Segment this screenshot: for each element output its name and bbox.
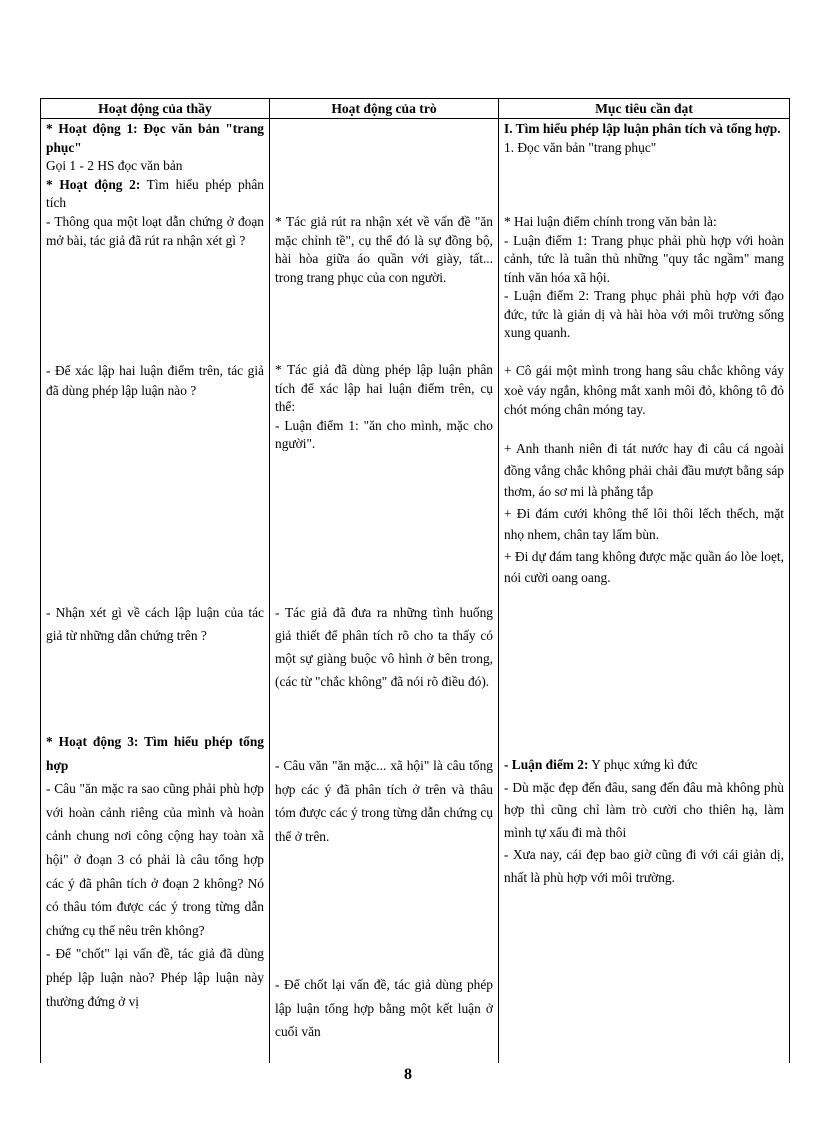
activity-1-title: * Hoạt động 1: Đọc văn bản "trang phục" — [46, 121, 264, 155]
page-number: 8 — [404, 1066, 412, 1083]
activity-2-text: Tìm hiểu phép phân tích — [46, 176, 264, 210]
goal-6: + Anh thanh niên đi tát nước hay đi câu cá ngoài đồng vắng chắc không phải chải đầu mượt bằng sáp thơm, áo sơ mi là phẳng tắp — [504, 441, 784, 499]
goal-8: + Đi dự đám tang không được mặc quần áo lòe loẹt, nói cười oang oang. — [504, 548, 784, 585]
student-answer-1: * Tác giả rút ra nhận xét về vấn đề "ăn mặc chỉnh tề", cụ thể đó là sự đồng bộ, hài hòa giữa áo quần với giày, tất... trong trang phục của con người. — [275, 214, 493, 285]
activity-1-text: Gọi 1 - 2 HS đọc văn bản — [46, 158, 183, 173]
teacher-column — [41, 119, 270, 1064]
goal-10: - Dù mặc đẹp đến đâu, sang đến đâu mà không phù hợp thì cũng chỉ làm trò cười cho thiên hạ, làm mình tự xấu đi mà thôi — [504, 779, 784, 840]
teacher-question-3: - Nhận xét gì về cách lập luận của tác giả từ những dẫn chứng trên ? — [46, 605, 264, 643]
header-student-activity: Hoạt động của trò — [270, 99, 499, 119]
goal-4: - Luận điểm 2: Trang phục phải phù hợp với đạo đức, tức là giản dị và hài hòa với môi trường sống xung quanh. — [504, 288, 784, 340]
goal-5: + Cô gái một mình trong hang sâu chắc không váy xoè váy ngắn, không mắt xanh môi đỏ, không tô đỏ chót móng chân móng tay. — [504, 363, 784, 417]
teacher-question-2: - Để xác lập hai luận điểm trên, tác giả đã dùng phép lập luận nào ? — [46, 363, 264, 398]
teacher-question-1: - Thông qua một loạt dẫn chứng ở đoạn mở bài, tác giả đã rút ra nhận xét gì ? — [46, 214, 264, 248]
student-answer-4: - Câu văn "ăn mặc... xã hội" là câu tổng hợp các ý đã phân tích ở trên và thâu tóm được các ý trong từng dẫn chứng cụ thể ở trên. — [275, 758, 493, 844]
header-teacher-activity: Hoạt động của thầy — [41, 99, 270, 119]
table-header-row — [41, 99, 790, 119]
activity-2-label: * Hoạt động 2: — [46, 176, 141, 192]
goals-section-title: I. Tìm hiểu phép lập luận phân tích và tổng hợp. — [504, 121, 781, 136]
activity-2-heading — [46, 176, 264, 213]
goal-2: * Hai luận điểm chính trong văn bản là: — [504, 214, 717, 229]
goal-7: + Đi đám cưới không thể lôi thôi lếch thếch, mặt nhọ nhem, chân tay lấm bùn. — [504, 505, 784, 542]
table-body-row — [41, 119, 790, 1064]
goal-3: - Luận điểm 1: Trang phục phải phù hợp với hoàn cảnh, tức là tuân thủ những "quy tắc ngầm" mang tính văn hóa xã hội. — [504, 232, 784, 285]
goal-9-text: Y phục xứng kì đức — [588, 757, 698, 772]
teacher-question-4: - Câu "ăn mặc ra sao cũng phải phù hợp với hoàn cảnh riêng của mình và hoàn cảnh chung nơi công cộng hay toàn xã hội" ở đoạn 3 có phải là câu tổng hợp các ý đã phân tích ở đoạn 2 không? Nó có thâu tóm được các ý trong từng dẫn chứng cụ thể nêu trên không? — [46, 781, 264, 938]
goal-11: - Xưa nay, cái đẹp bao giờ cũng đi với cái giản dị, nhất là phù hợp với môi trường. — [504, 847, 784, 885]
activity-3-title: * Hoạt động 3: Tìm hiểu phép tổng hợp — [46, 734, 264, 773]
goal-1: 1. Đọc văn bản "trang phục" — [504, 139, 657, 155]
goal-9 — [504, 754, 784, 777]
student-answer-2b: - Luận điểm 1: "ăn cho mình, mặc cho người". — [275, 417, 493, 451]
teacher-question-5: - Để "chốt" lại vấn đề, tác giả đã dùng phép lập luận nào? Phép lập luận này thường đứng ở vị — [46, 946, 264, 1009]
goals-column — [499, 119, 790, 1064]
student-answer-5: - Để chốt lại vấn đề, tác giả dùng phép lập luận tổng hợp bằng một kết luận ở cuối văn — [275, 977, 493, 1040]
goal-9-label: - Luận điểm 2: — [504, 757, 589, 772]
student-answer-3: - Tác giả đã đưa ra những tình huống giả thiết để phân tích rõ cho ta thấy có một sự giàng buộc vô hình ở bên trong, (các từ "chắc không" đã nói rõ điều đó). — [275, 605, 493, 689]
student-answer-2: * Tác giả đã dùng phép lập luận phân tích để xác lập hai luận điểm trên, cụ thể: — [275, 362, 493, 414]
header-learning-goals: Mục tiêu cần đạt — [499, 99, 790, 119]
student-column — [270, 119, 499, 1064]
lesson-table — [40, 98, 790, 1063]
